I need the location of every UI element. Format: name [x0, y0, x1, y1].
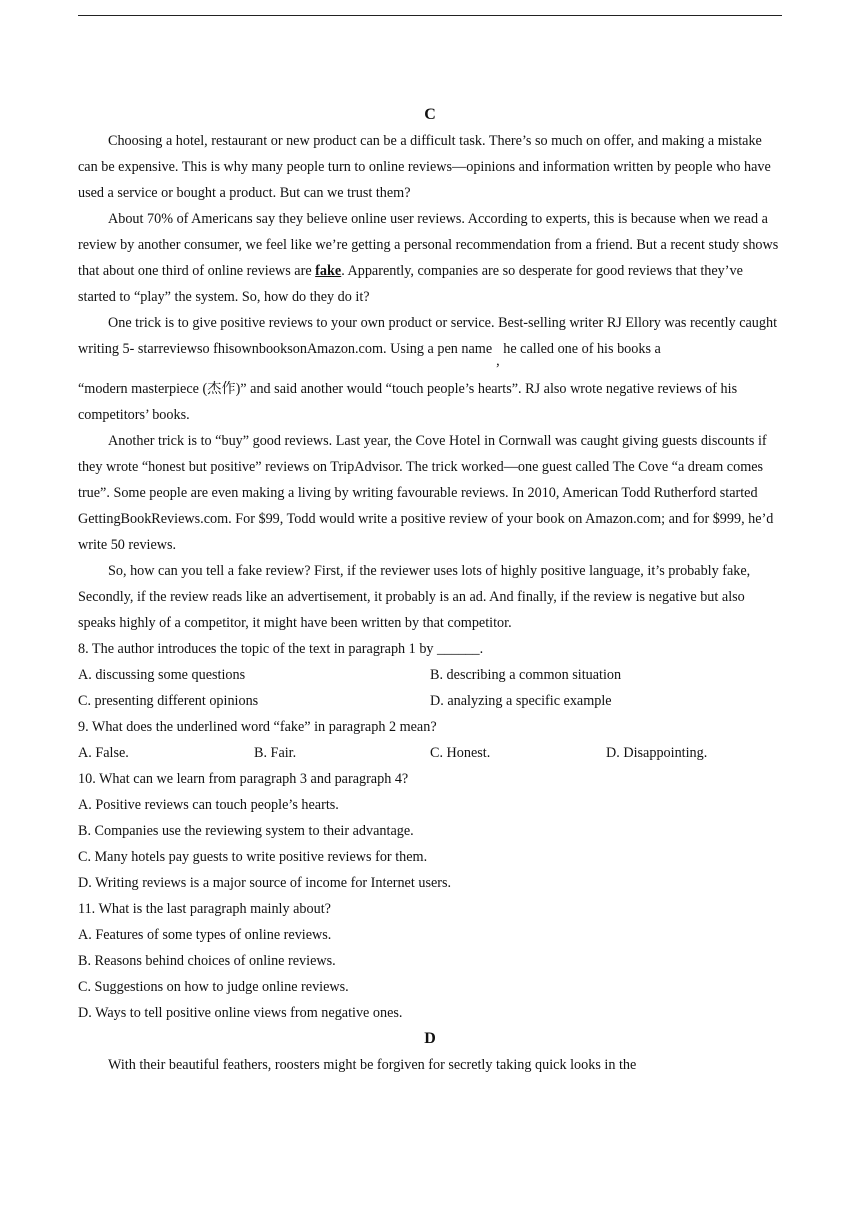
section-c-title: C — [424, 106, 436, 123]
section-d-paragraph-1: With their beautiful feathers, roosters might be forgiven for secretly taking quick looks in the — [108, 1057, 637, 1073]
section-c-paragraph-3-continued: “modern masterpiece (杰作)” and said another would “touch people’s hearts”. RJ also wrote negative reviews of his competitors’ books. — [78, 381, 738, 423]
question-9-option-d: D. Disappointing. — [606, 745, 708, 761]
question-9-option-b: B. Fair. — [254, 745, 297, 761]
paragraph-2-text-after: . Apparently, companies are so desperate for good reviews that they’ve started to “play” the system. So, how do they do it? — [78, 263, 743, 305]
question-8-option-a: A. discussing some questions — [78, 667, 246, 683]
question-10-option-a: A. Positive reviews can touch people’s hearts. — [78, 797, 339, 813]
question-10-option-b: B. Companies use the reviewing system to their advantage. — [78, 823, 414, 839]
question-8-option-c: C. presenting different opinions — [78, 693, 259, 709]
paragraph-3-text-part-1: One trick is to give positive reviews to your own product or service. Best-selling writer RJ Ellory was recently caught writing 5- starreviewso fhisownbooksonAmazon.com. Using a pen name — [78, 315, 778, 357]
section-c-paragraph-3 — [78, 310, 782, 369]
section-c-paragraph-2 — [78, 206, 782, 310]
paragraph-3-text-part-2: he called one of his books a — [499, 341, 661, 357]
line-gap — [78, 362, 782, 376]
question-8-options — [78, 662, 782, 714]
question-11-option-c: C. Suggestions on how to judge online reviews. — [78, 979, 349, 995]
question-11-option-b: B. Reasons behind choices of online reviews. — [78, 953, 336, 969]
paragraph-2-text-before: About 70% of Americans say they believe online user reviews. According to experts, this is because when we read a review by another consumer, we feel like we’re getting a personal recommendation from a friend. But a recent study shows that about one third of online reviews are — [78, 211, 779, 279]
question-11-option-a: A. Features of some types of online reviews. — [78, 927, 332, 943]
underlined-word-fake: fake — [315, 263, 342, 279]
section-c-paragraph-5: So, how can you tell a fake review? First, if the reviewer uses lots of highly positive language, it’s probably fake, Secondly, if the review reads like an advertisement, it probably is an ad. And finally, if the review is negative but also speaks highly of a competitor, it might have been written by that competitor. — [78, 563, 751, 631]
document-content — [78, 102, 782, 1078]
question-9-option-a: A. False. — [78, 745, 129, 761]
question-8-option-d: D. analyzing a specific example — [430, 693, 612, 709]
paragraph-3-comma: , — [496, 353, 500, 369]
question-8-option-b: B. describing a common situation — [430, 667, 622, 683]
question-10-option-d: D. Writing reviews is a major source of income for Internet users. — [78, 875, 452, 891]
question-8-stem: 8. The author introduces the topic of the text in paragraph 1 by ______. — [78, 641, 484, 657]
question-10-stem: 10. What can we learn from paragraph 3 and paragraph 4? — [78, 771, 409, 787]
header-rule — [78, 15, 782, 16]
question-9-option-c: C. Honest. — [430, 745, 491, 761]
question-11-stem: 11. What is the last paragraph mainly about? — [78, 901, 331, 917]
section-c-paragraph-4: Another trick is to “buy” good reviews. Last year, the Cove Hotel in Cornwall was caught giving guests discounts if they wrote “honest but positive” reviews on TripAdvisor. The trick worked—one guest called The Cove “a dream comes true”. Some people are even making a living by writing favourable reviews. In 2010, American Todd Rutherford started GettingBookReviews.com. For $99, Todd would write a positive review of your book on Amazon.com; and for $999, he’d write 50 reviews. — [78, 433, 774, 553]
question-11-option-d: D. Ways to tell positive online views from negative ones. — [78, 1005, 403, 1021]
section-d-title: D — [424, 1030, 436, 1047]
question-9-options — [78, 740, 782, 766]
section-c-paragraph-1: Choosing a hotel, restaurant or new product can be a difficult task. There’s so much on offer, and making a mistake can be expensive. This is why many people turn to online reviews—opinions and information written by people who have used a service or bought a product. But can we trust them? — [78, 133, 771, 201]
question-10-option-c: C. Many hotels pay guests to write positive reviews for them. — [78, 849, 428, 865]
question-9-stem: 9. What does the underlined word “fake” in paragraph 2 mean? — [78, 719, 437, 735]
